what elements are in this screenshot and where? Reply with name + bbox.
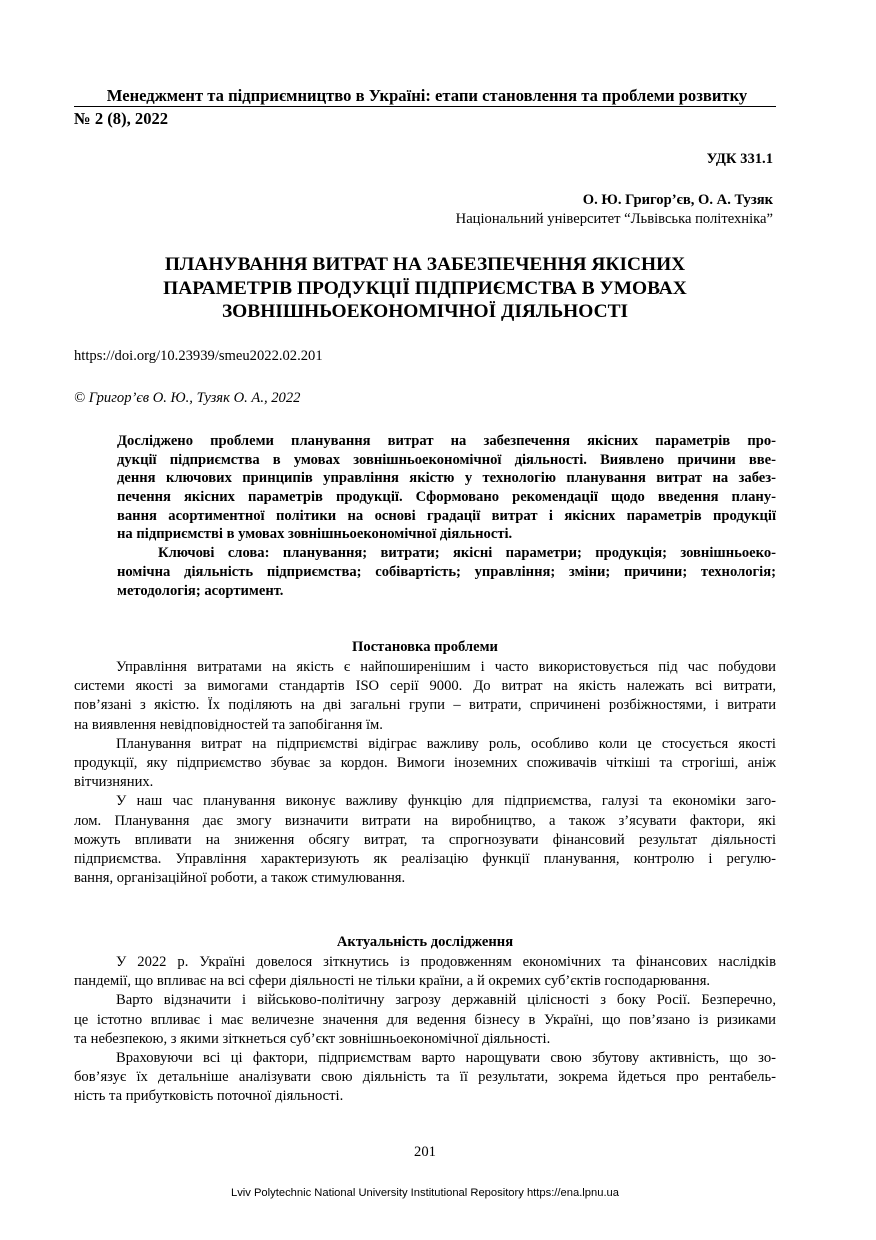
paragraph-line: системи якості за вимогами стандартів ISO серії 9000. До витрат на якість належать всі витрати,	[74, 678, 776, 695]
section-body	[74, 953, 776, 1107]
abstract-line: на підприємстві в умовах зовнішньоекономічної діяльності.	[117, 526, 513, 543]
keywords-line: номічна діяльність підприємства; собівартість; управління; зміни; причини; технологія;	[117, 563, 776, 580]
header-rule	[74, 106, 776, 107]
paper-title	[74, 253, 776, 324]
abstract-line: дення ключових принципів управління якістю у технологію планування витрат на забез-	[117, 470, 776, 487]
abstract-line: дукції підприємства в умовах зовнішньоекономічної діяльності. Виявлено причини вве-	[117, 451, 776, 468]
abstract-line: Досліджено проблеми планування витрат на забезпечення якісних параметрів про-	[117, 433, 776, 449]
paragraph-line: це істотно впливає і має величезне значення для ведення бізнесу в Україні, що пов’язано із ризиками	[74, 1011, 776, 1028]
page-number: 201	[414, 1144, 436, 1160]
paragraph-line: на виявлення невідповідностей та запобігання їм.	[74, 716, 383, 733]
paragraph-line: У 2022 р. Україні довелося зіткнутись із продовженням економічних та фінансових наслідків	[116, 954, 776, 970]
title-line: ПЛАНУВАННЯ ВИТРАТ НА ЗАБЕЗПЕЧЕННЯ ЯКІСНИХ	[164, 254, 686, 275]
paragraph-line: можуть впливати на зниження обсягу витрат, та спрогнозувати фінансовий результат діяльності	[74, 831, 776, 848]
issue-number: № 2 (8), 2022	[74, 109, 169, 128]
keywords-line: методологія; асортимент.	[117, 582, 284, 599]
paragraph-line: продукції, яку підприємство збуває за кордон. Вимоги іноземних споживачів чіткіші та строгіші, аніж	[74, 754, 776, 771]
paragraph-line: Управління витратами на якість є найпоширенішим і часто використовується під час побудови	[116, 659, 776, 675]
paragraph-line: та небезпекою, з якими зіткнеться суб’єкт зовнішньоекономічної діяльності.	[74, 1030, 551, 1047]
paragraph-line: лом. Планування дає змогу визначити витрати на виробництво, а також з’ясувати фактори, які	[74, 812, 776, 829]
authors: О. Ю. Григор’єв, О. А. Тузяк	[582, 192, 773, 208]
paragraph-line: підприємства. Управління характеризують як реалізацію функції планування, контролю і регулю-	[74, 850, 776, 867]
paragraph-line: вання, організаційної роботи, а також стимулювання.	[74, 870, 406, 887]
title-line: ПАРАМЕТРІВ ПРОДУКЦІЇ ПІДПРИЄМСТВА В УМОВАХ	[163, 277, 687, 299]
repository-footer: Lviv Polytechnic National University Institutional Repository https://ena.lpnu.ua	[230, 1187, 620, 1199]
abstract	[117, 432, 776, 600]
paragraph-line: пов’язані з якістю. Їх поділяють на дві загальні групи – витрати, спричинені розбіжностями, і витрати	[74, 697, 776, 714]
paragraph-line: пандемії, що впливає на всі сфери діяльності не тільки країни, а й окремих суб’єктів господарювання.	[74, 973, 711, 990]
doi-link[interactable]: https://doi.org/10.23939/smeu2022.02.201	[74, 348, 323, 364]
paragraph-line: Варто відзначити і військово-політичну загрозу державній цілісності з боку Росії. Безперечно,	[116, 992, 776, 1009]
affiliation: Національний університет “Львівська політехніка”	[455, 211, 773, 227]
paragraph-line: У наш час планування виконує важливу функцію для підприємства, галузі та економіки заго-	[116, 793, 776, 810]
section-heading: Постановка проблеми	[352, 639, 498, 655]
paragraph-line: вітчизняних.	[74, 774, 154, 791]
abstract-line: печення якісних параметрів продукції. Сформовано рекомендації щодо введення плану-	[117, 489, 776, 506]
journal-title: Менеджмент та підприємництво в Україні: етапи становлення та проблеми розвитку	[106, 86, 748, 105]
title-line: ЗОВНІШНЬОЕКОНОМІЧНОЇ ДІЯЛЬНОСТІ	[221, 301, 629, 322]
section-body	[74, 658, 776, 888]
section-heading: Актуальність дослідження	[336, 934, 514, 950]
abstract-line: вання асортиментної політики на основі градації витрат і якісних параметрів продукції	[117, 507, 776, 524]
paragraph-line: ність та прибутковість поточної діяльності.	[74, 1088, 344, 1105]
copyright: © Григор’єв О. Ю., Тузяк О. А., 2022	[74, 390, 301, 406]
udk-code: УДК 331.1	[706, 151, 773, 167]
paragraph-line: Враховуючи всі ці фактори, підприємствам варто нарощувати свою збутову активність, що зо-	[116, 1049, 776, 1066]
paragraph-line: Планування витрат на підприємстві відіграє важливу роль, особливо коли це стосується якості	[116, 735, 776, 752]
keywords-line: Ключові слова: планування; витрати; якісні параметри; продукція; зовнішньоеко-	[158, 545, 776, 562]
paragraph-line: бов’язує їх детальніше аналізувати свою діяльність та її результати, зокрема йдеться про рентабель-	[74, 1069, 776, 1086]
